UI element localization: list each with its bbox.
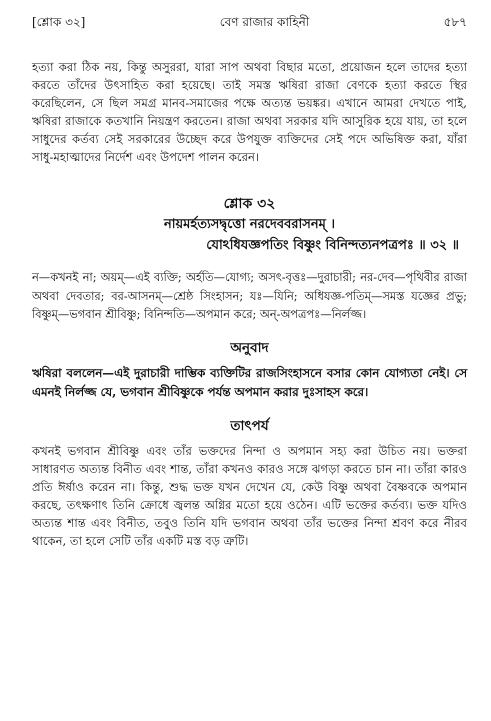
verse-line-2: যোঽধিযজ্ঞপতিং বিষ্ণুং বিনিন্দত্যনপত্রপঃ ॥ ৩২ ॥ — [206, 238, 459, 253]
translation-title: অনুবাদ — [230, 339, 269, 356]
translation-text: ঋষিরা বললেন—এই দুরাচারী দাম্ভিক ব্যক্তিটির রাজসিংহাসনে বসার কোন যোগ্যতা নেই। সে এমনই নির্লজ্জ যে, ভগবান শ্রীবিষ্ণুকে পর্যন্ত অপমান করার দুঃসাহস করে। — [32, 365, 467, 399]
chapter-title: বেণ রাজার কাহিনী — [219, 15, 310, 29]
sanskrit-verse — [32, 214, 467, 256]
purport-text: কখনই ভগবান শ্রীবিষ্ণু এবং তাঁর ভক্তদের নিন্দা ও অপমান সহ্য করা উচিত নয়। ভক্তরা সাধারণত অত্যন্ত বিনীত এবং শান্ত, তাঁরা কখনও কারও সঙ্গে ঝগড়া করতে চান না। তাঁরা কারও প্রতি ঈর্ষাও করেন না। কিন্তু, শুদ্ধ ভক্ত যখন দেখেন যে, কেউ বিষ্ণু অথবা বৈষ্ণবকে অপমান করছে, তৎক্ষণাৎ তিনি ক্রোধে জ্বলন্ত অগ্নির মতো হয়ে ওঠেন। এটি ভক্তের কর্তব্য। ভক্ত যদিও অত্যন্ত শান্ত এবং বিনীত, তবুও তিনি যদি ভগবান অথবা তাঁর ভক্তের নিন্দা শ্রবণ করে নীরব থাকেন, তা হলে সেটি তাঁর একটি মস্ত বড় ত্রুটি। — [32, 443, 467, 548]
page-header — [32, 0, 467, 36]
intro-paragraph: হত্যা করা ঠিক নয়, কিন্তু অসুররা, যারা সাপ অথবা বিছার মতো, প্রয়োজন হলে তাদের হত্যা করতে তাঁদের উৎসাহিত করা হয়েছে। তাই সমস্ত ঋষিরা রাজা বেণকে হত্যা করতে স্থির করেছিলেন, সে ছিল সমগ্র মানব-সমাজের পক্ষে অত্যন্ত ভয়ঙ্কর। এখানে আমরা দেখতে পাই, ঋষিরা রাজাকে কতখানি নিয়ন্ত্রণ করতেন। রাজা অথবা সরকার যদি আসুরিক হয়ে যায়, তা হলে সাধুদের কর্তব্য সেই সরকারের উচ্ছেদ করে উপযুক্ত ব্যক্তিদের সেই পদে অভিষিক্ত করা, যাঁরা সাধু-মহাত্মাদের নির্দেশ এবং উপদেশ পালন করেন। — [32, 60, 467, 164]
page-number: ৫৮৭ — [443, 15, 467, 29]
verse-line-1: নায়মর্হত্যসদ্বৃত্তো নরদেববরাসনম্ । — [164, 217, 335, 232]
word-meanings: ন—কখনই না; অয়ম্—এই ব্যক্তি; অর্হতি—যোগ্য; অসৎ-বৃত্তঃ—দুরাচারী; নর-দেব—পৃথিবীর রাজা অথবা দেবতার; বর-আসনম্—শ্রেষ্ঠ সিংহাসন; যঃ—যিনি; অধিযজ্ঞ-পতিম্—সমস্ত যজ্ঞের প্রভু; বিষ্ণুম্—ভগবান শ্রীবিষ্ণু; বিনিন্দতি—অপমান করে; অন্-অপত্রপঃ—নির্লজ্জ। — [32, 270, 467, 321]
verse-title: শ্লোক ৩২ — [223, 196, 276, 212]
purport-title: তাৎপর্য — [230, 417, 269, 434]
verse-reference: [শ্লোক ৩২] — [32, 15, 86, 29]
